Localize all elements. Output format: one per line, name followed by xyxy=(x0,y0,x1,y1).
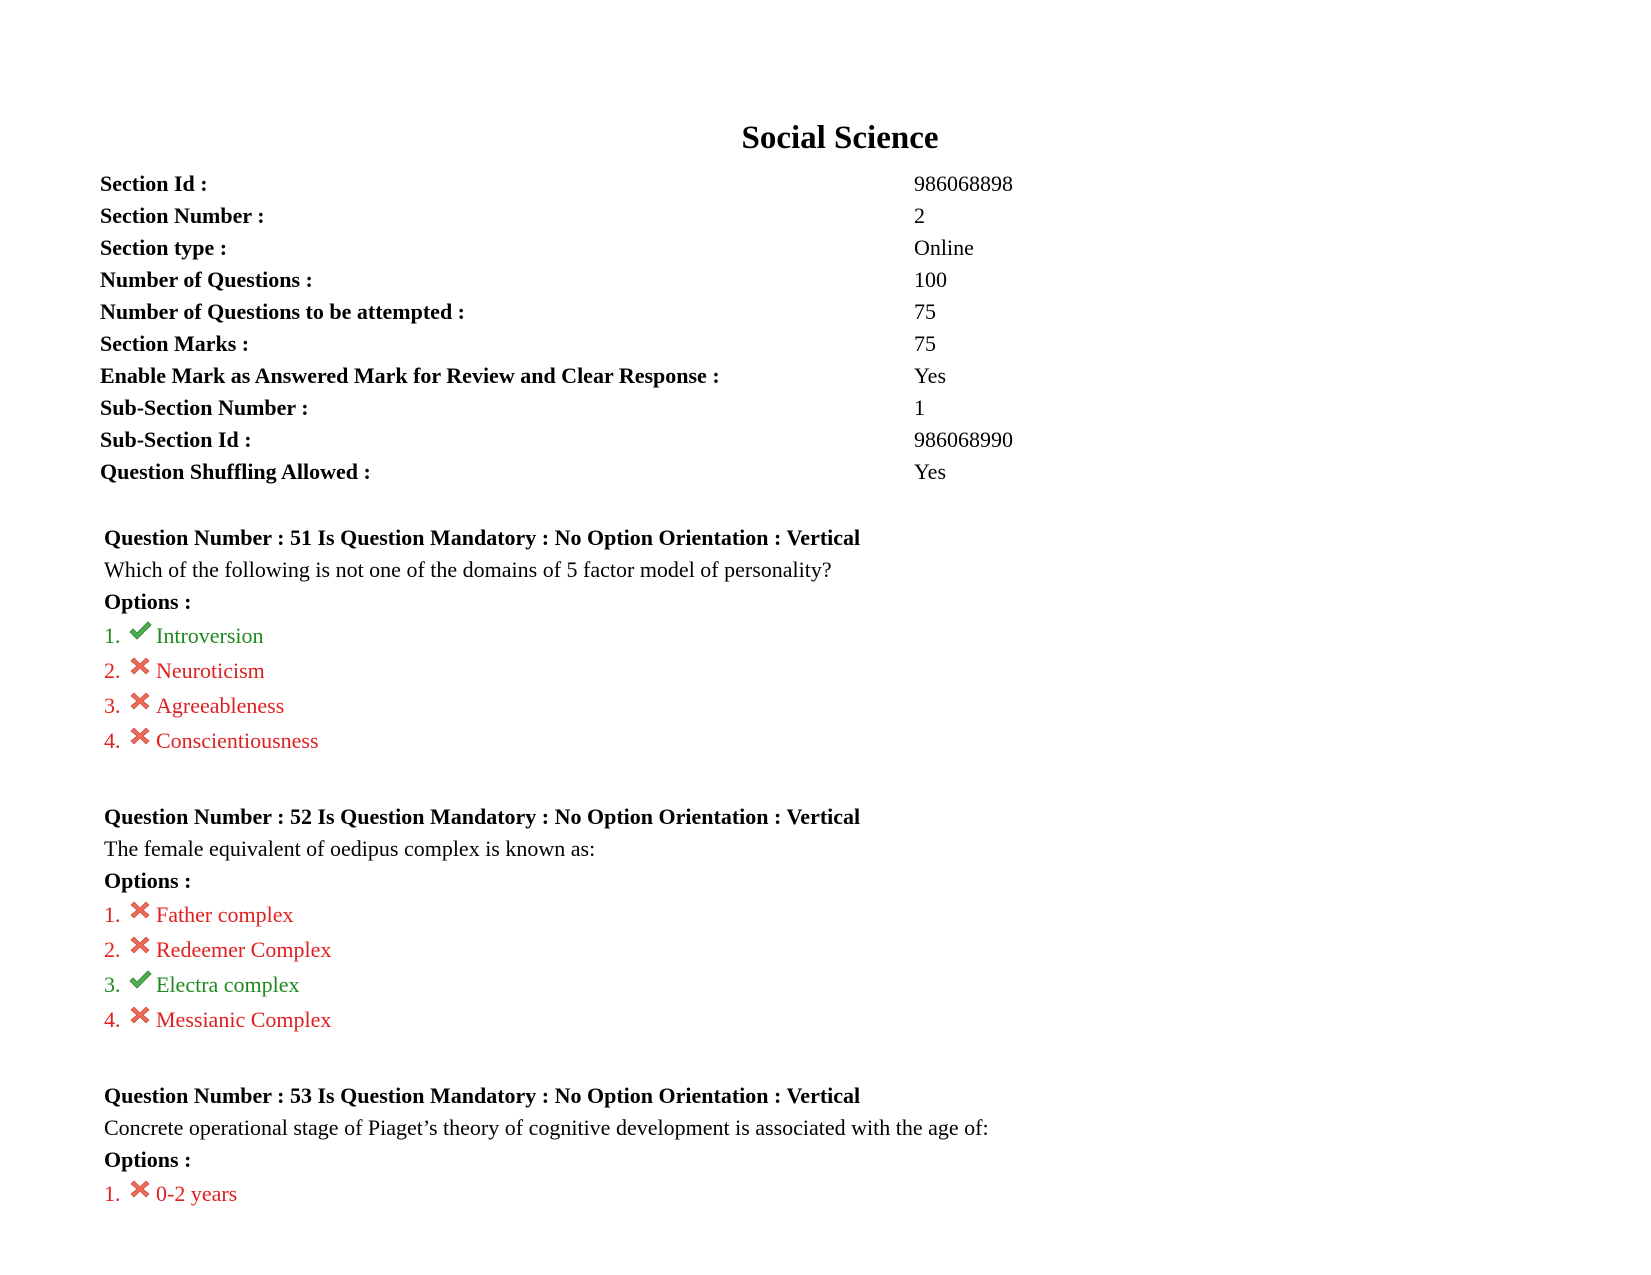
sub-section-number-row xyxy=(100,392,1013,424)
question-text: The female equivalent of oedipus complex is known as: xyxy=(104,836,596,861)
question-block-53 xyxy=(104,1080,1304,1211)
cross-icon xyxy=(128,655,152,679)
number-of-questions-value: 100 xyxy=(914,267,947,292)
cross-icon xyxy=(128,1004,152,1028)
question-shuffling-value: Yes xyxy=(914,459,947,484)
check-icon xyxy=(128,969,152,993)
page-title: Social Science xyxy=(741,120,939,156)
option-text: Father complex xyxy=(156,902,294,927)
question-header: Question Number : 52 Is Question Mandatory : No Option Orientation : Vertical xyxy=(104,804,861,829)
section-type-value: Online xyxy=(914,235,974,260)
sub-section-number-value: 1 xyxy=(914,395,925,420)
option-number: 1. xyxy=(104,1181,121,1206)
sub-section-id-value: 986068990 xyxy=(914,427,1013,452)
section-marks-value: 75 xyxy=(914,331,936,356)
option-text: Neuroticism xyxy=(156,658,265,683)
question-shuffling-row xyxy=(100,456,1013,488)
option-text: Introversion xyxy=(156,623,264,648)
option-item[interactable] xyxy=(104,653,1304,688)
questions-to-attempt-row xyxy=(100,296,1013,328)
question-block-51 xyxy=(104,522,1304,758)
cross-icon xyxy=(128,725,152,749)
option-number: 2. xyxy=(104,937,121,962)
option-text: Agreeableness xyxy=(156,693,285,718)
question-block-52 xyxy=(104,801,1304,1037)
section-number-row xyxy=(100,200,1013,232)
option-number: 3. xyxy=(104,693,121,718)
questions-to-attempt-label: Number of Questions to be attempted : xyxy=(100,299,466,324)
enable-mark-row xyxy=(100,360,1013,392)
section-number-label: Section Number : xyxy=(100,203,265,228)
enable-mark-label: Enable Mark as Answered Mark for Review and Clear Response : xyxy=(100,363,720,388)
sub-section-id-label: Sub-Section Id : xyxy=(100,427,252,452)
sub-section-id-row xyxy=(100,424,1013,456)
option-item[interactable] xyxy=(104,1002,1304,1037)
option-item[interactable] xyxy=(104,897,1304,932)
section-info-table xyxy=(100,168,1013,488)
cross-icon xyxy=(128,899,152,923)
option-item[interactable] xyxy=(104,723,1304,758)
option-item[interactable] xyxy=(104,688,1304,723)
question-shuffling-label: Question Shuffling Allowed : xyxy=(100,459,371,484)
option-number: 1. xyxy=(104,902,121,927)
option-item[interactable] xyxy=(104,618,1304,653)
cross-icon xyxy=(128,934,152,958)
section-id-label: Section Id : xyxy=(100,171,208,196)
questions-to-attempt-value: 75 xyxy=(914,299,936,324)
section-type-row xyxy=(100,232,1013,264)
option-number: 3. xyxy=(104,972,121,997)
option-number: 4. xyxy=(104,728,121,753)
cross-icon xyxy=(128,1178,152,1202)
cross-icon xyxy=(128,690,152,714)
section-marks-row xyxy=(100,328,1013,360)
section-marks-label: Section Marks : xyxy=(100,331,250,356)
option-text: Electra complex xyxy=(156,972,300,997)
option-text: Messianic Complex xyxy=(156,1007,332,1032)
question-header: Question Number : 51 Is Question Mandatory : No Option Orientation : Vertical xyxy=(104,525,861,550)
check-icon xyxy=(128,620,152,644)
options-label: Options : xyxy=(104,589,192,614)
question-text: Concrete operational stage of Piaget’s theory of cognitive development is associated with the age of: xyxy=(104,1115,989,1140)
options-label: Options : xyxy=(104,1147,192,1172)
option-text: Conscientiousness xyxy=(156,728,319,753)
option-item[interactable] xyxy=(104,967,1304,1002)
sub-section-number-label: Sub-Section Number : xyxy=(100,395,309,420)
option-text: 0-2 years xyxy=(156,1181,238,1206)
section-type-label: Section type : xyxy=(100,235,228,260)
option-number: 2. xyxy=(104,658,121,683)
options-label: Options : xyxy=(104,868,192,893)
section-id-value: 986068898 xyxy=(914,171,1013,196)
option-number: 1. xyxy=(104,623,121,648)
section-number-value: 2 xyxy=(914,203,925,228)
number-of-questions-label: Number of Questions : xyxy=(100,267,313,292)
number-of-questions-row xyxy=(100,264,1013,296)
option-item[interactable] xyxy=(104,1176,1304,1211)
option-number: 4. xyxy=(104,1007,121,1032)
option-item[interactable] xyxy=(104,932,1304,967)
option-text: Redeemer Complex xyxy=(156,937,332,962)
question-text: Which of the following is not one of the domains of 5 factor model of personality? xyxy=(104,557,832,582)
section-id-row xyxy=(100,168,1013,200)
question-header: Question Number : 53 Is Question Mandatory : No Option Orientation : Vertical xyxy=(104,1083,861,1108)
enable-mark-value: Yes xyxy=(914,363,947,388)
